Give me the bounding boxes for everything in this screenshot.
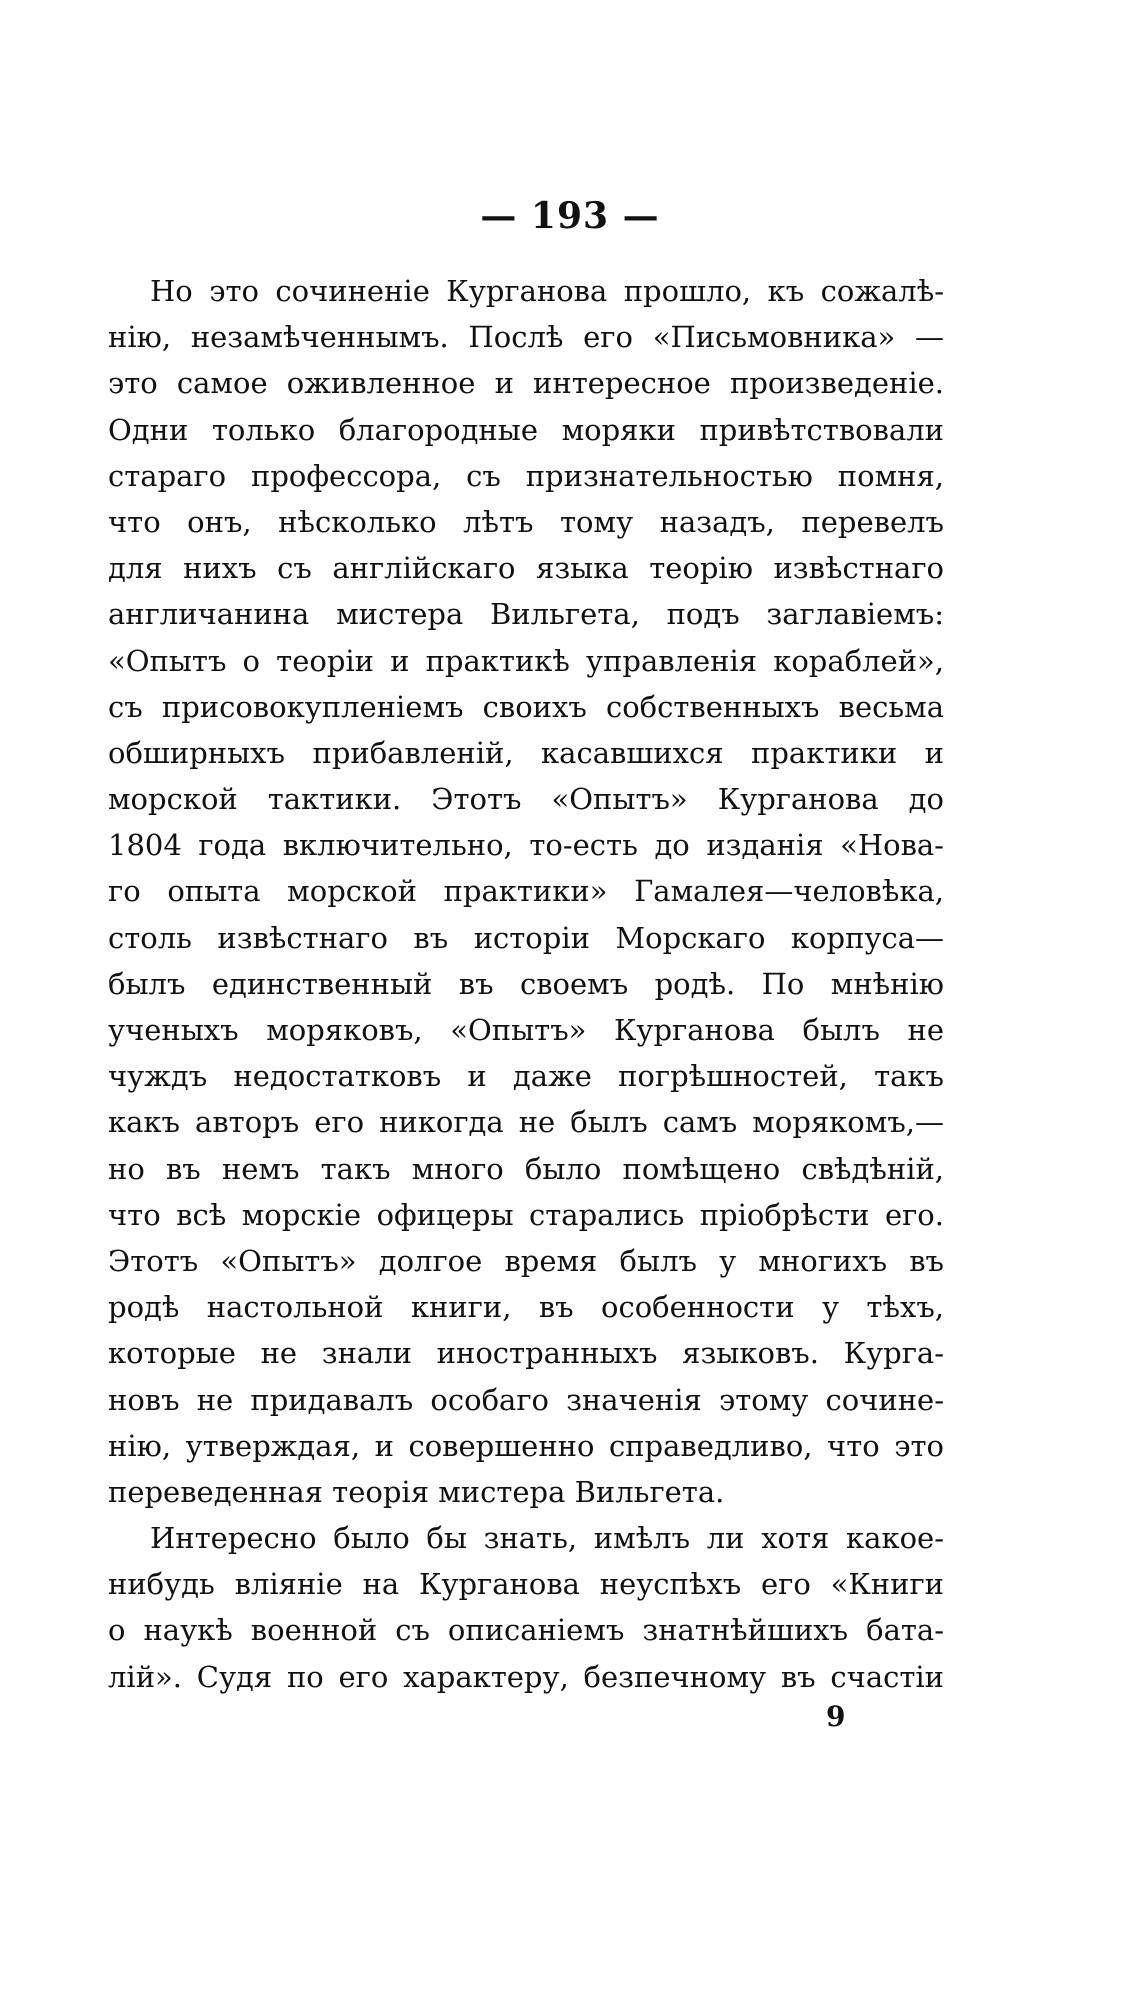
- text-line: стараго профессора, съ признательностью помня,: [108, 458, 944, 493]
- text-line: нію, утверждая, и совершенно справедливо, что это: [108, 1428, 944, 1463]
- text-line: что всѣ морскіе офицеры старались пріобрѣсти его.: [108, 1197, 944, 1232]
- text-line: морской тактики. Этотъ «Опытъ» Курганова до: [108, 782, 944, 817]
- text-line: англичанина мистера Вильгета, подъ заглавіемъ:: [108, 597, 944, 632]
- text-line: которые не знали иностранныхъ языковъ. Курга-: [108, 1336, 944, 1371]
- text-line: что онъ, нѣсколько лѣтъ тому назадъ, перевелъ: [108, 504, 944, 539]
- text-line: чуждъ недостатковъ и даже погрѣшностей, такъ: [108, 1059, 944, 1094]
- text-line: съ присовокупленіемъ своихъ собственныхъ весьма: [108, 689, 944, 724]
- text-line: 1804 года включительно, то-есть до изданія «Нова-: [108, 828, 944, 863]
- text-line: былъ единственный въ своемъ родѣ. По мнѣнію: [108, 966, 944, 1001]
- page-number: — 193 —: [480, 195, 660, 237]
- text-line: обширныхъ прибавленій, касавшихся практики и: [108, 735, 944, 770]
- text-line: столь извѣстнаго въ исторіи Морскаго корпуса—: [108, 920, 944, 955]
- text-line: Одни только благородные моряки привѣтствовали: [108, 412, 944, 447]
- text-line: новъ не придавалъ особаго значенія этому сочине-: [108, 1382, 944, 1417]
- text-line: Интересно было бы знать, имѣлъ ли хотя какое-: [150, 1521, 944, 1556]
- paragraph: [108, 268, 944, 1515]
- text-line: какъ авторъ его никогда не былъ самъ морякомъ,—: [108, 1105, 944, 1140]
- text-line: нибудь вліяніе на Курганова неуспѣхъ его «Книги: [108, 1567, 944, 1602]
- text-line: это самое оживленное и интересное произведеніе.: [108, 366, 944, 401]
- text-line: ученыхъ моряковъ, «Опытъ» Курганова былъ не: [108, 1013, 944, 1047]
- text-line: переведенная теорія мистера Вильгета.: [108, 1474, 725, 1509]
- text-line: го опыта морской практики» Гамалея—человѣка,: [108, 874, 944, 909]
- text-line: о наукѣ военной съ описаніемъ знатнѣйшихъ бата-: [108, 1613, 944, 1648]
- text-line: нію, незамѣченнымъ. Послѣ его «Письмовника» —: [108, 320, 944, 355]
- text-line: родѣ настольной книги, въ особенности у тѣхъ,: [108, 1290, 944, 1325]
- signature-mark: 9: [826, 1700, 846, 1733]
- text-line: для нихъ съ англійскаго языка теорію извѣстнаго: [108, 551, 944, 586]
- text-line: Но это сочиненіе Курганова прошло, къ сожалѣ-: [150, 274, 944, 308]
- body-text: [108, 268, 944, 1700]
- text-line: лій». Судя по его характеру, безпечному въ счастіи: [108, 1659, 944, 1694]
- paragraph: [108, 1515, 944, 1700]
- text-line: Этотъ «Опытъ» долгое время былъ у многихъ въ: [108, 1243, 944, 1278]
- text-line: но въ немъ такъ много было помѣщено свѣдѣній,: [108, 1151, 944, 1186]
- text-line: «Опытъ о теоріи и практикѣ управленія кораблей»,: [108, 643, 944, 678]
